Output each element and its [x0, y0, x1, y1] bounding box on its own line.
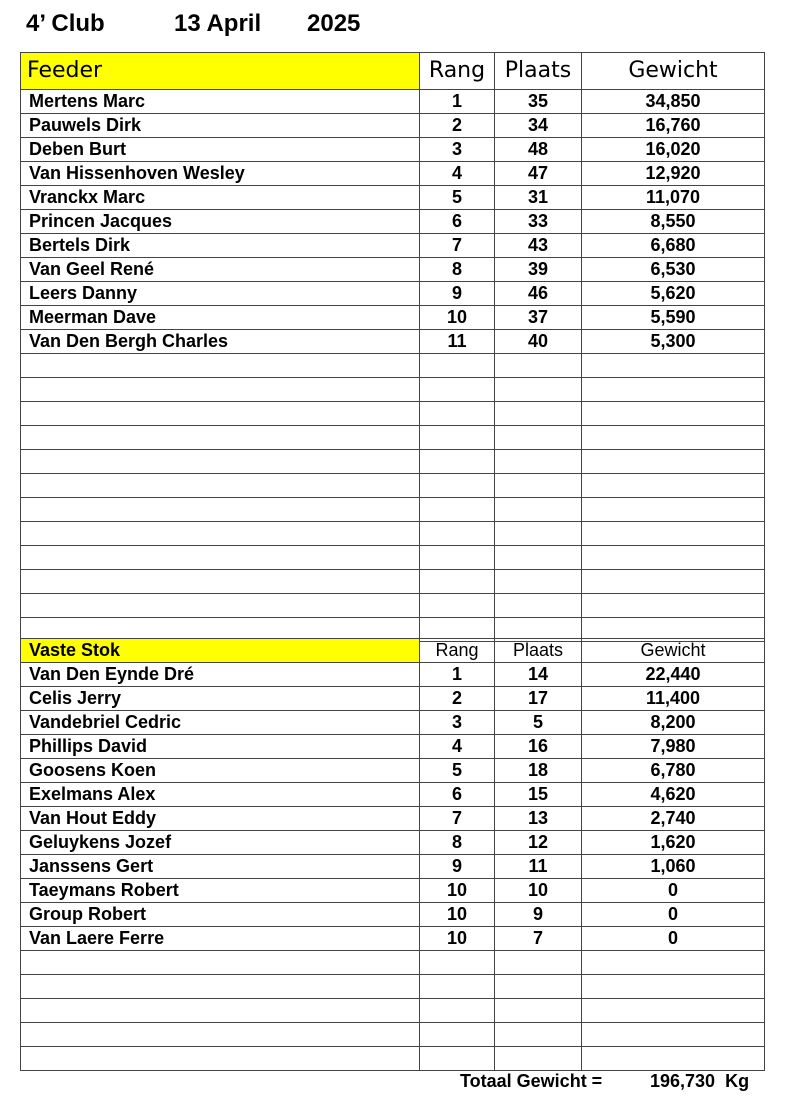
table-row	[21, 282, 765, 306]
place-cell: 46	[495, 282, 582, 306]
participant-name: Deben Burt	[21, 138, 420, 162]
participant-name: Exelmans Alex	[21, 783, 420, 807]
place-cell: 40	[495, 330, 582, 354]
table-row	[21, 426, 765, 450]
participant-name: Van Den Eynde Dré	[21, 663, 420, 687]
weight-cell: 16,020	[582, 138, 765, 162]
table-row	[21, 1047, 765, 1071]
total-weight-value: 196,730	[650, 1071, 716, 1091]
total-weight-unit: Kg	[725, 1071, 750, 1091]
place-cell	[495, 498, 582, 522]
place-cell	[495, 354, 582, 378]
weight-cell: 16,760	[582, 114, 765, 138]
club-name: 4’ Club	[26, 10, 105, 37]
participant-name: Taeymans Robert	[21, 879, 420, 903]
participant-name	[21, 474, 420, 498]
weight-cell	[582, 402, 765, 426]
table-row	[21, 498, 765, 522]
table-row	[21, 570, 765, 594]
rank-cell	[420, 450, 495, 474]
weight-cell	[582, 951, 765, 975]
rank-cell	[420, 546, 495, 570]
place-cell	[495, 570, 582, 594]
match-date: 13 April	[174, 10, 262, 37]
rank-cell: 5	[420, 759, 495, 783]
table-row	[21, 306, 765, 330]
table-row	[21, 210, 765, 234]
participant-name	[21, 975, 420, 999]
participant-name: Van Hout Eddy	[21, 807, 420, 831]
place-cell	[495, 951, 582, 975]
rank-cell	[420, 402, 495, 426]
place-column-header: Plaats	[495, 53, 582, 90]
participant-name: Mertens Marc	[21, 90, 420, 114]
table-row	[21, 663, 765, 687]
rank-column-header: Rang	[420, 53, 495, 90]
participant-name	[21, 1047, 420, 1071]
place-cell: 16	[495, 735, 582, 759]
weight-cell: 2,740	[582, 807, 765, 831]
rank-cell: 10	[420, 903, 495, 927]
weight-cell	[582, 1047, 765, 1071]
participant-name: Group Robert	[21, 903, 420, 927]
table-row	[21, 330, 765, 354]
weight-cell: 0	[582, 903, 765, 927]
place-cell	[495, 546, 582, 570]
page-title	[26, 6, 360, 42]
table-row	[21, 378, 765, 402]
place-cell: 34	[495, 114, 582, 138]
place-cell: 14	[495, 663, 582, 687]
table-row	[21, 234, 765, 258]
table-row	[21, 1023, 765, 1047]
place-cell: 47	[495, 162, 582, 186]
table-row	[21, 879, 765, 903]
participant-name: Van Geel René	[21, 258, 420, 282]
rank-cell: 7	[420, 807, 495, 831]
place-cell	[495, 594, 582, 618]
weight-cell	[582, 378, 765, 402]
weight-cell: 11,070	[582, 186, 765, 210]
vaste-stok-results-table	[20, 638, 765, 1071]
rank-cell	[420, 378, 495, 402]
place-cell	[495, 1047, 582, 1071]
rank-cell: 10	[420, 306, 495, 330]
total-weight-label: Totaal Gewicht =	[460, 1071, 603, 1091]
weight-cell: 1,620	[582, 831, 765, 855]
place-cell	[495, 450, 582, 474]
rank-cell	[420, 1023, 495, 1047]
weight-cell: 7,980	[582, 735, 765, 759]
place-cell	[495, 474, 582, 498]
rank-cell: 3	[420, 711, 495, 735]
weight-cell	[582, 570, 765, 594]
participant-name: Goosens Koen	[21, 759, 420, 783]
rank-cell: 9	[420, 855, 495, 879]
table-row	[21, 951, 765, 975]
table-row	[21, 138, 765, 162]
table-row	[21, 522, 765, 546]
place-cell: 35	[495, 90, 582, 114]
participant-name	[21, 546, 420, 570]
participant-name	[21, 570, 420, 594]
rank-cell	[420, 354, 495, 378]
participant-name: Vranckx Marc	[21, 186, 420, 210]
table-row	[21, 594, 765, 618]
participant-name: Princen Jacques	[21, 210, 420, 234]
participant-name	[21, 402, 420, 426]
participant-name	[21, 999, 420, 1023]
weight-cell: 6,530	[582, 258, 765, 282]
place-cell: 39	[495, 258, 582, 282]
weight-cell	[582, 594, 765, 618]
place-cell: 31	[495, 186, 582, 210]
weight-cell	[582, 1023, 765, 1047]
table-row	[21, 114, 765, 138]
table-row	[21, 162, 765, 186]
place-cell: 9	[495, 903, 582, 927]
rank-cell: 11	[420, 330, 495, 354]
weight-cell: 0	[582, 927, 765, 951]
weight-cell: 8,550	[582, 210, 765, 234]
table-row	[21, 711, 765, 735]
participant-name: Pauwels Dirk	[21, 114, 420, 138]
participant-name: Geluykens Jozef	[21, 831, 420, 855]
table-row	[21, 402, 765, 426]
weight-cell: 34,850	[582, 90, 765, 114]
weight-cell: 5,620	[582, 282, 765, 306]
rank-cell	[420, 1047, 495, 1071]
table-row	[21, 855, 765, 879]
rank-cell: 8	[420, 258, 495, 282]
participant-name: Leers Danny	[21, 282, 420, 306]
participant-name	[21, 522, 420, 546]
rank-cell	[420, 570, 495, 594]
participant-name	[21, 450, 420, 474]
table-row	[21, 258, 765, 282]
participant-name	[21, 354, 420, 378]
rank-cell	[420, 975, 495, 999]
table-row	[21, 687, 765, 711]
place-column-header: Plaats	[495, 639, 582, 663]
weight-cell: 22,440	[582, 663, 765, 687]
rank-cell	[420, 498, 495, 522]
rank-cell	[420, 474, 495, 498]
rank-cell: 10	[420, 927, 495, 951]
participant-name: Van Den Bergh Charles	[21, 330, 420, 354]
rank-cell: 3	[420, 138, 495, 162]
rank-cell	[420, 999, 495, 1023]
table-row	[21, 546, 765, 570]
weight-cell: 6,680	[582, 234, 765, 258]
participant-name: Celis Jerry	[21, 687, 420, 711]
participant-name: Meerman Dave	[21, 306, 420, 330]
weight-cell: 8,200	[582, 711, 765, 735]
weight-cell: 6,780	[582, 759, 765, 783]
rank-cell	[420, 594, 495, 618]
table-row	[21, 783, 765, 807]
rank-column-header: Rang	[420, 639, 495, 663]
weight-cell: 12,920	[582, 162, 765, 186]
weight-cell	[582, 450, 765, 474]
place-cell: 13	[495, 807, 582, 831]
participant-name	[21, 594, 420, 618]
weight-cell	[582, 975, 765, 999]
participant-name: Vandebriel Cedric	[21, 711, 420, 735]
table-row	[21, 186, 765, 210]
vaste-stok-header-row	[21, 639, 765, 663]
participant-name: Phillips David	[21, 735, 420, 759]
place-cell	[495, 402, 582, 426]
weight-cell: 5,590	[582, 306, 765, 330]
table-row	[21, 90, 765, 114]
table-row	[21, 831, 765, 855]
weight-cell	[582, 546, 765, 570]
feeder-header-row	[21, 53, 765, 90]
place-cell	[495, 975, 582, 999]
total-weight	[460, 1068, 749, 1094]
place-cell	[495, 999, 582, 1023]
table-row	[21, 903, 765, 927]
vaste-stok-section-title: Vaste Stok	[21, 639, 420, 663]
weight-column-header: Gewicht	[582, 639, 765, 663]
rank-cell: 2	[420, 687, 495, 711]
place-cell: 10	[495, 879, 582, 903]
table-row	[21, 735, 765, 759]
rank-cell: 4	[420, 735, 495, 759]
weight-cell: 5,300	[582, 330, 765, 354]
table-row	[21, 975, 765, 999]
feeder-section-title: Feeder	[21, 53, 420, 90]
participant-name: Bertels Dirk	[21, 234, 420, 258]
place-cell: 12	[495, 831, 582, 855]
place-cell: 48	[495, 138, 582, 162]
table-row	[21, 759, 765, 783]
feeder-results-table	[20, 52, 765, 642]
participant-name: Van Hissenhoven Wesley	[21, 162, 420, 186]
rank-cell: 5	[420, 186, 495, 210]
place-cell: 18	[495, 759, 582, 783]
weight-column-header: Gewicht	[582, 53, 765, 90]
weight-cell	[582, 522, 765, 546]
table-row	[21, 450, 765, 474]
weight-cell: 1,060	[582, 855, 765, 879]
rank-cell	[420, 426, 495, 450]
weight-cell	[582, 354, 765, 378]
rank-cell: 7	[420, 234, 495, 258]
table-row	[21, 474, 765, 498]
participant-name	[21, 378, 420, 402]
weight-cell: 11,400	[582, 687, 765, 711]
weight-cell: 4,620	[582, 783, 765, 807]
rank-cell: 1	[420, 663, 495, 687]
place-cell: 11	[495, 855, 582, 879]
participant-name	[21, 426, 420, 450]
table-row	[21, 927, 765, 951]
place-cell	[495, 522, 582, 546]
participant-name	[21, 498, 420, 522]
table-row	[21, 807, 765, 831]
place-cell	[495, 426, 582, 450]
place-cell: 33	[495, 210, 582, 234]
table-row	[21, 999, 765, 1023]
place-cell: 15	[495, 783, 582, 807]
rank-cell	[420, 951, 495, 975]
rank-cell: 9	[420, 282, 495, 306]
weight-cell	[582, 498, 765, 522]
weight-cell	[582, 999, 765, 1023]
rank-cell: 8	[420, 831, 495, 855]
place-cell	[495, 378, 582, 402]
place-cell	[495, 1023, 582, 1047]
weight-cell: 0	[582, 879, 765, 903]
rank-cell	[420, 522, 495, 546]
rank-cell: 10	[420, 879, 495, 903]
place-cell: 37	[495, 306, 582, 330]
weight-cell	[582, 474, 765, 498]
participant-name	[21, 951, 420, 975]
table-row	[21, 354, 765, 378]
participant-name: Van Laere Ferre	[21, 927, 420, 951]
rank-cell: 6	[420, 783, 495, 807]
place-cell: 43	[495, 234, 582, 258]
rank-cell: 2	[420, 114, 495, 138]
place-cell: 7	[495, 927, 582, 951]
match-year: 2025	[307, 10, 361, 37]
participant-name	[21, 1023, 420, 1047]
rank-cell: 4	[420, 162, 495, 186]
weight-cell	[582, 426, 765, 450]
rank-cell: 6	[420, 210, 495, 234]
participant-name: Janssens Gert	[21, 855, 420, 879]
place-cell: 5	[495, 711, 582, 735]
place-cell: 17	[495, 687, 582, 711]
rank-cell: 1	[420, 90, 495, 114]
